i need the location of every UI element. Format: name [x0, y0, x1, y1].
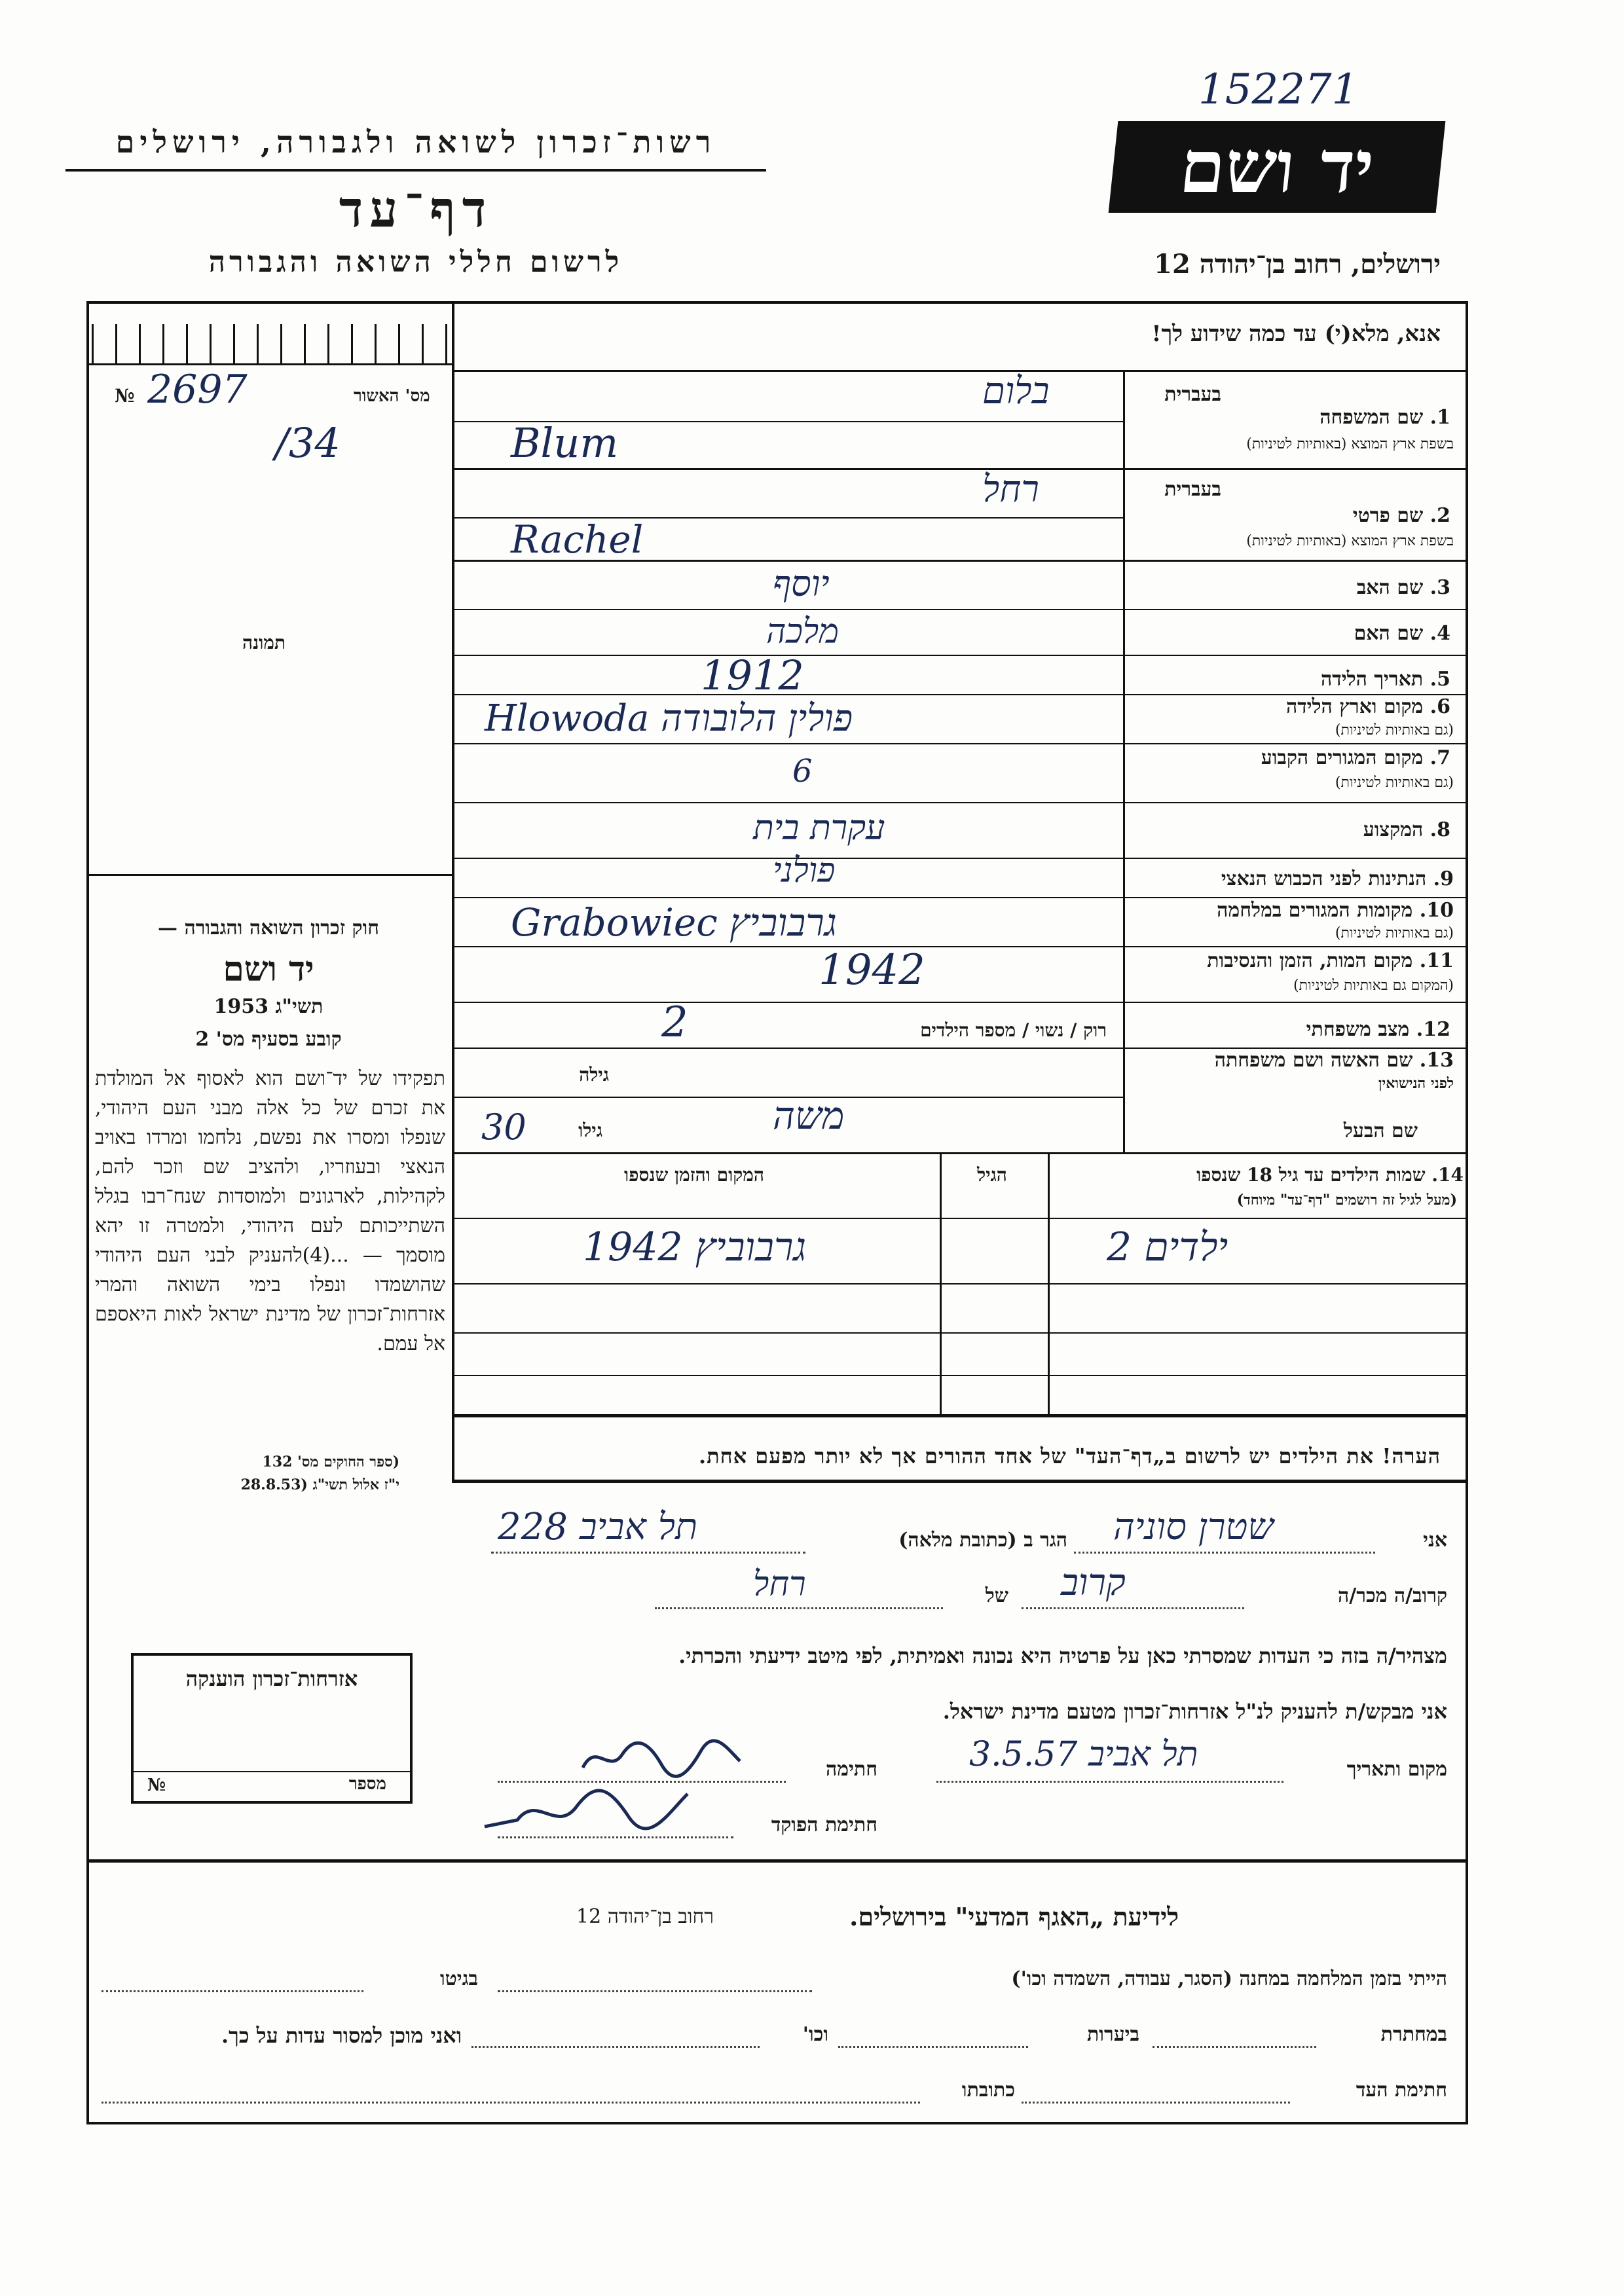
field-1-latin-value: Blum [511, 419, 619, 467]
approval-number: 2697 [147, 367, 248, 412]
photo-bottom-rule [86, 874, 452, 876]
husband-rule [452, 1152, 1468, 1154]
field-12-text: מצב משפחתי [1306, 1018, 1410, 1041]
approval-no-sign: № [115, 385, 135, 407]
field-2-hebrew-value: רחל [982, 468, 1039, 511]
field-4-text: שם האם [1354, 622, 1424, 645]
law-source: (ספר החוקים מס' 132 [262, 1453, 399, 1470]
law-body: תפקידו של יד־ושם הוא לאסוף אל המולדת את זכרם של כל אלה מבני העם היהודי, שנפלו ומסרו את נפשם, נלחמו ומרדו באויב הנאצי ובעוזריו, ולהציב שם וזכר להם, לקהילות, לארגונים ולמוסדות שנח־רבו בגלל השתייכותם לעם היהודי, ולמטרה זו יהא מוסמך — ...(4)להעניק לבני העם היהודי שהושמדו ונפלו בימי השואה והמרי אזרחות־זכרון של מדינת ישראל לאות היאספם אל עמם. [95, 1067, 446, 1355]
field-1-hebrew-value: בלום [982, 370, 1050, 412]
field-8-rule [452, 858, 1468, 859]
field-11-note: (המקום גם באותיות לטיניות) [1293, 977, 1454, 994]
of-line [655, 1607, 943, 1609]
in-hebrew-label-2: בעברית [1164, 478, 1221, 501]
field-13-label [1126, 1049, 1454, 1072]
of-value[interactable]: רחל [753, 1565, 806, 1604]
children-note: הערה! את הילדים יש לרשום ב„דף־העד" של אחד ההורים אך לא יותר מפעם אחת. [698, 1444, 1441, 1468]
wife-age-label: גילה [579, 1064, 609, 1085]
document-subtitle: לרשום חללי השואה והגבורה [208, 246, 623, 279]
law-source-date: י"ז אלול תשי"ג (28.8.53 [240, 1476, 399, 1493]
field-7-value: 6 [792, 753, 813, 790]
place-date-label: מקום ותאריך [1346, 1758, 1447, 1781]
of-label: של [985, 1584, 1008, 1607]
field-8-num: 8. [1430, 818, 1450, 841]
declarant-name-line [1074, 1552, 1375, 1554]
field-9-value: פולני [773, 851, 836, 890]
field-7-note: (גם באותיות לטיניות) [1335, 774, 1454, 791]
form-instruction: אנא, מלא(י) עד כמה שידוע לך! [1151, 321, 1441, 347]
field-11-text: מקום המות, הזמן והנסיבות [1207, 949, 1413, 972]
field-9-text: הנתינות לפני הכבוש הנאצי [1221, 867, 1427, 890]
declarant-signature [576, 1735, 747, 1781]
children-bottom-rule [452, 1414, 1468, 1417]
footer-line1-a: הייתי בזמן המלחמה במחנה (הסגר, עבודה, השמדה וכו') [1011, 1967, 1447, 1990]
field-13-text: שם האשה ושם משפחתה [1214, 1049, 1413, 1072]
husband-value: משה [773, 1093, 845, 1138]
footer-line1-b-dots [101, 1990, 363, 1992]
officer-signature-label: חתימת הפוקד [771, 1813, 877, 1836]
declaration-text: מצהיר/ה בזה כי העדות שמסרתי כאן על פרטיה היא נכונה ואמיתית, לפי מיטב ידיעתי והכרתי. [678, 1643, 1447, 1668]
footer-address: רחוב בן־יהודה 12 [576, 1905, 714, 1928]
footer-line2-b-dots [838, 2046, 1028, 2048]
footer-line3-b-dots [101, 2102, 920, 2104]
husband-age-value: 30 [481, 1106, 526, 1148]
field-1-num: 1. [1430, 406, 1450, 429]
field-12-options: רוק / נשוי / מספר הילדים [920, 1019, 1107, 1041]
declarant-address-value[interactable]: תל אביב 228 [498, 1506, 698, 1548]
field-5-num: 5. [1430, 668, 1450, 691]
children-age-header: הגיל [977, 1164, 1007, 1186]
footer-line1-a-dots [498, 1990, 812, 1992]
field-4-label [1149, 622, 1450, 645]
field-12-children-count: 2 [661, 998, 688, 1047]
footer-line2-d: ואני מוכן למסור עדות על כך. [221, 2023, 462, 2048]
field-5-label [1149, 668, 1450, 691]
footer-line2-b: ביערות [1086, 2023, 1139, 2046]
field-7-label [1149, 746, 1450, 769]
approval-label: מס' האשור [354, 386, 430, 406]
field-3-value: יוסף [773, 563, 830, 604]
field-11-num: 11. [1419, 949, 1454, 972]
footer-line2-c-dots [471, 2046, 760, 2048]
field-10-text: מקומות המגורים במלחמה [1217, 899, 1413, 922]
field-2-latin-value: Rachel [511, 517, 644, 562]
field-11-rule [452, 1002, 1468, 1003]
field-8-label [1149, 818, 1450, 841]
law-year: תשי"ג 1953 [213, 995, 323, 1018]
field-5-value: 1912 [701, 651, 804, 699]
header-address: ירושלים, רחוב בן־יהודה 12 [1154, 249, 1441, 280]
field-6-value: Hlowoda פולין הלובודה [485, 697, 853, 740]
header-underline [65, 169, 766, 172]
field-5-text: תאריך הלידה [1321, 668, 1424, 691]
field-9-num: 9. [1433, 867, 1454, 890]
field-9-rule [452, 897, 1468, 898]
husband-label: שם הבעל [1343, 1120, 1418, 1142]
request-text: אני מבקש/ת להעניק לנ"ל אזרחות־זכרון מטעם מדינת ישראל. [942, 1699, 1447, 1724]
origin-lang-note-1: בשפת ארץ המוצא (באותיות לטיניות) [1246, 436, 1454, 452]
approval-rule [86, 363, 452, 365]
field-13-note: לפני הנישואין [1378, 1075, 1454, 1092]
officer-signature [478, 1781, 694, 1840]
relative-line [1022, 1607, 1244, 1609]
footer-line1-b: בגיטו [439, 1967, 478, 1990]
relative-value[interactable]: קרוב [1061, 1561, 1126, 1604]
place-date-value[interactable]: תל אביב 3.5.57 [969, 1735, 1198, 1774]
children-row-rule-3 [452, 1375, 1468, 1376]
field-2-text: שם פרטי [1352, 504, 1424, 527]
field-3-label [1149, 576, 1450, 599]
field-11-label [1126, 949, 1454, 972]
field-8-value: עקרת בית [753, 809, 885, 848]
field-7-num: 7. [1430, 746, 1450, 769]
field-7-text: מקום המגורים הקבוע [1261, 746, 1424, 769]
relative-label: קרוב/ה מכר/ה [1338, 1584, 1447, 1607]
field-4-rule [452, 655, 1468, 656]
footer-title: לידיעת „האגף המדעי" בירושלים. [849, 1902, 1179, 1931]
declarant-signature-svg [576, 1735, 747, 1781]
children-names-text: שמות הילדים עד גיל 18 שנספו [1196, 1164, 1426, 1186]
children-row-names: 2 ילדים [1107, 1224, 1228, 1270]
in-hebrew-label-1: בעברית [1164, 383, 1221, 406]
field-2-num: 2. [1430, 504, 1450, 527]
field-1-label [1149, 406, 1450, 429]
footer-top-rule [86, 1859, 1468, 1863]
approval-suffix: /34 [275, 419, 341, 467]
footer-line3-b: כתובתו [961, 2079, 1015, 2102]
instruction-rule [452, 370, 1468, 372]
citizenship-box-rule [131, 1771, 413, 1772]
signature-label: חתימה [826, 1758, 877, 1781]
field-2-label [1149, 504, 1450, 527]
citizenship-box-title: אזרחות־זכרון הוענקה [185, 1666, 358, 1691]
children-row-rule-2 [452, 1332, 1468, 1334]
document-title: דף־עד [339, 180, 493, 238]
law-title: חוק זכרון השואה והגבורה — [158, 917, 379, 939]
field-12-label [1149, 1018, 1450, 1041]
field-9-label [1126, 867, 1454, 890]
declarant-i-label: אני [1423, 1529, 1447, 1552]
authority-name: רשות־זכרון לשואה ולגבורה, ירושלים [115, 124, 716, 160]
place-date-line [936, 1781, 1283, 1783]
officer-signature-svg [478, 1781, 694, 1840]
field-4-value: מלכה [766, 612, 840, 651]
field-13-num: 13. [1419, 1049, 1454, 1072]
children-row-place: 1942 גרבוביץ [583, 1224, 807, 1270]
field-6-rule [452, 743, 1468, 744]
footer-line3-a: חתימת העד [1356, 2079, 1447, 2102]
children-names-header [1051, 1164, 1464, 1186]
field-6-text: מקום וארץ הלידה [1285, 695, 1424, 718]
citizenship-box-no-sign: № [147, 1776, 166, 1795]
children-place-header: המקום והזמן שנספו [624, 1164, 764, 1186]
origin-lang-note-2: בשפת ארץ המוצא (באותיות לטיניות) [1246, 533, 1454, 549]
footer-line2-c: וכו' [802, 2023, 828, 2046]
yad-vashem-logo [1109, 121, 1446, 213]
field-7-rule [452, 802, 1468, 803]
footer-line2-a: במחתרת [1380, 2023, 1447, 2046]
field-3-text: שם האב [1356, 576, 1424, 599]
logo-text: יד ושם [1175, 124, 1378, 209]
children-names-note: (מעל לגיל זה רושמים "דף־עד" מיוחד) [1236, 1192, 1457, 1209]
field-10-note: (גם באותיות לטיניות) [1335, 925, 1454, 941]
field-10-label [1126, 899, 1454, 922]
husband-age-label: גילו [578, 1120, 602, 1141]
left-column-divider [452, 301, 454, 1480]
reference-number: 152271 [1198, 65, 1359, 114]
citizenship-box-number-label: מספר [348, 1774, 386, 1794]
footer-line2-a-dots [1153, 2046, 1316, 2048]
field-3-rule [452, 609, 1468, 610]
law-clause: קובע בסעיף מס' 2 [195, 1028, 342, 1051]
note-rule [452, 1480, 1468, 1483]
field-10-value: Grabowiec גרבוביץ [511, 900, 837, 945]
field-6-label [1149, 695, 1450, 718]
field-6-num: 6. [1430, 695, 1450, 718]
field-10-num: 10. [1419, 899, 1454, 922]
label-column-divider [1123, 370, 1125, 1152]
declarant-address-label: הגר ב (כתובת מלאה) [898, 1529, 1067, 1552]
footer-line3-a-dots [1022, 2102, 1290, 2104]
declarant-address-line [491, 1552, 805, 1554]
field-8-text: המקצוע [1363, 818, 1424, 841]
field-12-num: 12. [1416, 1018, 1450, 1041]
field-10-rule [452, 946, 1468, 947]
field-3-num: 3. [1430, 576, 1450, 599]
field-11-value: 1942 [819, 946, 925, 994]
approval-ticks [92, 324, 449, 363]
children-header-rule [452, 1218, 1468, 1219]
field-1-text: שם המשפחה [1320, 406, 1424, 429]
photo-label: תמונה [242, 632, 286, 653]
law-name: יד ושם [223, 949, 314, 989]
field-6-note: (גם באותיות לטיניות) [1335, 722, 1454, 738]
children-row-rule-1 [452, 1283, 1468, 1285]
declarant-name-value[interactable]: שטרן סוניה [1113, 1506, 1274, 1548]
field-1-rule [452, 468, 1468, 470]
children-num: 14. [1431, 1164, 1464, 1186]
field-4-num: 4. [1430, 622, 1450, 645]
